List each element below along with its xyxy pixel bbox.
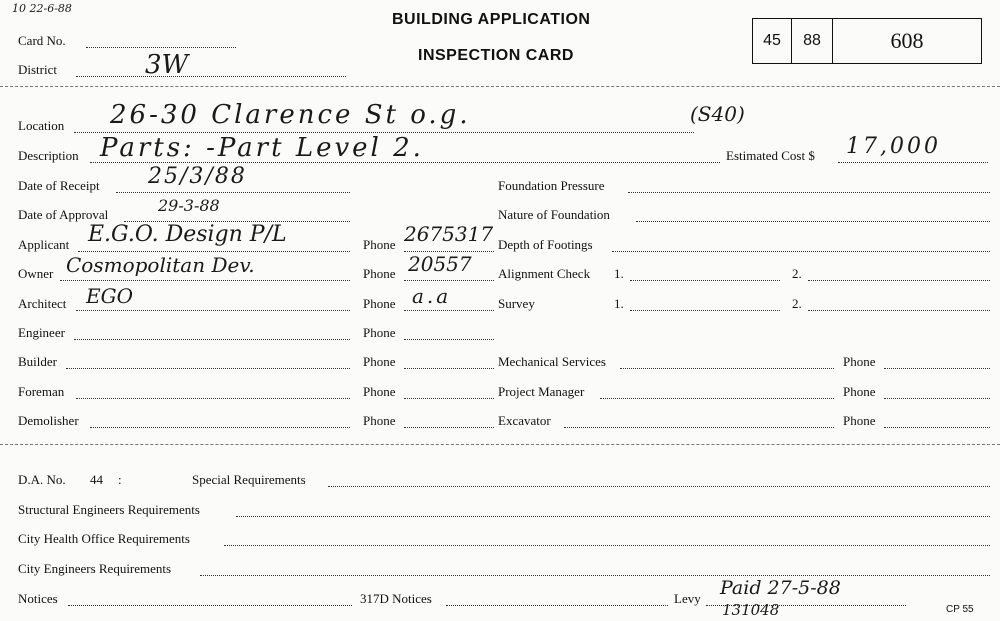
alignment-check-num1: 1. <box>614 266 624 281</box>
builder-phone-field[interactable] <box>404 368 494 369</box>
estimated-cost-value: 17,000 <box>846 134 941 159</box>
owner-value: Cosmopolitan Dev. <box>66 253 255 277</box>
architect-phone-value: a.a <box>412 284 452 308</box>
project-manager-phone-label: Phone <box>843 384 876 399</box>
demolisher-label: Demolisher <box>18 413 79 428</box>
city-engineers-requirements-field[interactable] <box>200 575 990 576</box>
survey-num1: 1. <box>614 296 624 311</box>
depth-of-footings-label: Depth of Footings <box>498 237 593 252</box>
applicant-phone-label: Phone <box>363 237 396 252</box>
owner-phone-label: Phone <box>363 266 396 281</box>
builder-phone-label: Phone <box>363 354 396 369</box>
district-label: District <box>18 62 57 77</box>
corner-note: 10 22-6-88 <box>12 2 72 15</box>
foreman-phone-field[interactable] <box>404 398 494 399</box>
survey-field-2[interactable] <box>808 310 990 311</box>
notices-field[interactable] <box>68 605 352 606</box>
location-value: 26-30 Clarence St o.g. <box>110 100 471 130</box>
architect-field[interactable] <box>76 310 350 311</box>
location-note: (S40) <box>690 102 745 126</box>
owner-phone-value: 20557 <box>408 252 472 276</box>
depth-of-footings-field[interactable] <box>612 251 990 252</box>
health-requirements-field[interactable] <box>224 545 990 546</box>
health-requirements-label: City Health Office Requirements <box>18 531 190 546</box>
levy-label: Levy <box>674 591 701 606</box>
architect-label: Architect <box>18 296 67 311</box>
date-of-receipt-label: Date of Receipt <box>18 178 100 193</box>
card-title-line2: INSPECTION CARD <box>418 47 574 64</box>
engineer-field[interactable] <box>74 339 350 340</box>
survey-label: Survey <box>498 296 535 311</box>
da-no-colon: : <box>118 472 122 487</box>
card-no-label: Card No. <box>18 33 66 48</box>
estimated-cost-label: Estimated Cost $ <box>726 148 815 163</box>
engineer-label: Engineer <box>18 325 65 340</box>
notices-label: Notices <box>18 591 58 606</box>
engineer-phone-field[interactable] <box>404 339 494 340</box>
divider-bottom <box>0 444 1000 445</box>
da-no-value: 44 <box>90 472 103 487</box>
alignment-check-num2: 2. <box>792 266 802 281</box>
levy-receipt: 131048 <box>722 601 780 619</box>
excavator-label: Excavator <box>498 413 551 428</box>
date-of-approval-value: 29-3-88 <box>158 196 220 215</box>
architect-phone-field[interactable] <box>404 310 494 311</box>
mechanical-services-phone-label: Phone <box>843 354 876 369</box>
notices-317d-label: 317D Notices <box>360 591 432 606</box>
date-of-receipt-field[interactable] <box>116 192 350 193</box>
architect-value: EGO <box>86 284 133 308</box>
description-label: Description <box>18 148 79 163</box>
district-field[interactable] <box>76 76 346 77</box>
project-manager-label: Project Manager <box>498 384 585 399</box>
architect-phone-label: Phone <box>363 296 396 311</box>
builder-field[interactable] <box>66 368 350 369</box>
estimated-cost-field[interactable] <box>838 162 988 163</box>
notices-317d-field[interactable] <box>446 605 668 606</box>
applicant-field[interactable] <box>78 251 350 252</box>
nature-of-foundation-label: Nature of Foundation <box>498 207 610 222</box>
form-code: CP 55 <box>946 604 974 615</box>
da-no-label: D.A. No. <box>18 472 66 487</box>
owner-label: Owner <box>18 266 54 281</box>
demolisher-field[interactable] <box>90 427 350 428</box>
special-requirements-field[interactable] <box>328 486 990 487</box>
excavator-phone-field[interactable] <box>884 427 990 428</box>
alignment-check-label: Alignment Check <box>498 266 591 281</box>
owner-field[interactable] <box>60 280 350 281</box>
structural-requirements-field[interactable] <box>236 516 990 517</box>
foreman-field[interactable] <box>76 398 350 399</box>
excavator-phone-label: Phone <box>843 413 876 428</box>
foreman-label: Foreman <box>18 384 65 399</box>
description-value: Parts: -Part Level 2. <box>100 133 424 163</box>
nature-of-foundation-field[interactable] <box>636 221 990 222</box>
location-label: Location <box>18 118 65 133</box>
alignment-check-field-1[interactable] <box>630 280 780 281</box>
city-engineers-requirements-label: City Engineers Requirements <box>18 561 172 576</box>
box-88: 88 <box>792 19 833 63</box>
mechanical-services-phone-field[interactable] <box>884 368 990 369</box>
applicant-label: Applicant <box>18 237 70 252</box>
applicant-value: E.G.O. Design P/L <box>88 222 287 247</box>
levy-value: Paid 27-5-88 <box>720 577 841 599</box>
alignment-check-field-2[interactable] <box>808 280 990 281</box>
excavator-field[interactable] <box>564 427 834 428</box>
card-number-boxes <box>752 18 982 64</box>
survey-field-1[interactable] <box>630 310 780 311</box>
mechanical-services-field[interactable] <box>620 368 834 369</box>
divider-top <box>0 86 1000 87</box>
applicant-phone-value: 2675317 <box>404 222 494 246</box>
project-manager-phone-field[interactable] <box>884 398 990 399</box>
foundation-pressure-label: Foundation Pressure <box>498 178 605 193</box>
engineer-phone-label: Phone <box>363 325 396 340</box>
owner-phone-field[interactable] <box>404 280 494 281</box>
card-no-field[interactable] <box>86 47 236 48</box>
structural-requirements-label: Structural Engineers Requirements <box>18 502 200 517</box>
card-number: 608 <box>890 28 924 53</box>
date-of-receipt-value: 25/3/88 <box>148 164 247 189</box>
card-title-line1: BUILDING APPLICATION <box>392 11 591 28</box>
project-manager-field[interactable] <box>600 398 834 399</box>
district-value: 3W <box>145 50 189 80</box>
survey-num2: 2. <box>792 296 802 311</box>
demolisher-phone-field[interactable] <box>404 427 494 428</box>
foundation-pressure-field[interactable] <box>628 192 990 193</box>
box-45: 45 <box>753 19 792 63</box>
foreman-phone-label: Phone <box>363 384 396 399</box>
date-of-approval-label: Date of Approval <box>18 207 109 222</box>
builder-label: Builder <box>18 354 57 369</box>
special-requirements-label: Special Requirements <box>192 472 306 487</box>
mechanical-services-label: Mechanical Services <box>498 354 606 369</box>
demolisher-phone-label: Phone <box>363 413 396 428</box>
